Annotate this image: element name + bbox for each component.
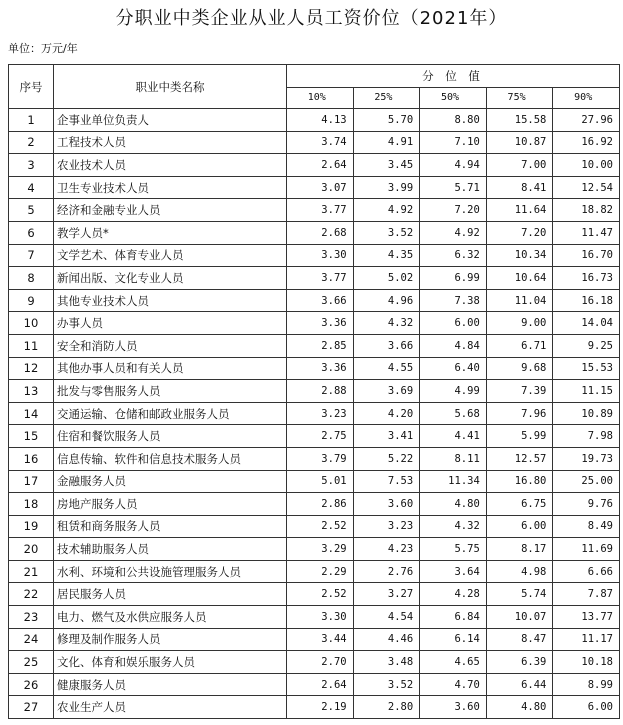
row-value-p90: 6.00 — [553, 696, 620, 719]
table-row — [9, 357, 620, 380]
table-row — [9, 380, 620, 403]
row-seq: 6 — [9, 221, 54, 244]
row-value-p50: 4.28 — [420, 583, 487, 606]
row-value-p75: 6.00 — [486, 515, 553, 538]
table-row — [9, 628, 620, 651]
table-row — [9, 131, 620, 154]
row-value-p25: 3.66 — [353, 334, 420, 357]
row-value-p25: 3.69 — [353, 380, 420, 403]
row-occupation-name: 安全和消防人员 — [54, 334, 287, 357]
table-row — [9, 267, 620, 290]
row-value-p75: 11.04 — [486, 289, 553, 312]
row-value-p25: 3.45 — [353, 154, 420, 177]
row-value-p90: 8.49 — [553, 515, 620, 538]
row-value-p75: 5.99 — [486, 425, 553, 448]
row-value-p90: 8.99 — [553, 673, 620, 696]
row-seq: 8 — [9, 267, 54, 290]
row-value-p90: 18.82 — [553, 199, 620, 222]
row-value-p25: 2.80 — [353, 696, 420, 719]
row-value-p75: 10.34 — [486, 244, 553, 267]
row-value-p90: 12.54 — [553, 176, 620, 199]
row-value-p90: 10.89 — [553, 402, 620, 425]
header-values: 分 位 值 — [287, 65, 620, 88]
row-value-p25: 5.02 — [353, 267, 420, 290]
row-seq: 16 — [9, 447, 54, 470]
row-value-p10: 2.29 — [287, 560, 354, 583]
row-value-p75: 6.75 — [486, 493, 553, 516]
row-value-p75: 7.20 — [486, 221, 553, 244]
row-value-p10: 2.70 — [287, 651, 354, 674]
header-seq: 序号 — [9, 65, 54, 109]
table-row — [9, 244, 620, 267]
table-row — [9, 493, 620, 516]
row-value-p25: 4.96 — [353, 289, 420, 312]
row-value-p25: 4.23 — [353, 538, 420, 561]
header-p25: 25% — [353, 88, 420, 109]
row-seq: 14 — [9, 402, 54, 425]
row-value-p10: 3.36 — [287, 357, 354, 380]
row-value-p10: 3.07 — [287, 176, 354, 199]
row-occupation-name: 信息传输、软件和信息技术服务人员 — [54, 447, 287, 470]
row-seq: 26 — [9, 673, 54, 696]
row-value-p75: 9.68 — [486, 357, 553, 380]
row-seq: 4 — [9, 176, 54, 199]
row-occupation-name: 租赁和商务服务人员 — [54, 515, 287, 538]
row-occupation-name: 办事人员 — [54, 312, 287, 335]
row-occupation-name: 农业生产人员 — [54, 696, 287, 719]
row-value-p90: 9.76 — [553, 493, 620, 516]
row-seq: 20 — [9, 538, 54, 561]
row-value-p50: 4.41 — [420, 425, 487, 448]
table-row — [9, 673, 620, 696]
row-seq: 12 — [9, 357, 54, 380]
table-row — [9, 221, 620, 244]
row-occupation-name: 其他专业技术人员 — [54, 289, 287, 312]
row-value-p50: 3.60 — [420, 696, 487, 719]
row-seq: 25 — [9, 651, 54, 674]
row-occupation-name: 技术辅助服务人员 — [54, 538, 287, 561]
row-seq: 21 — [9, 560, 54, 583]
row-value-p90: 27.96 — [553, 109, 620, 132]
row-value-p90: 7.87 — [553, 583, 620, 606]
row-occupation-name: 金融服务人员 — [54, 470, 287, 493]
table-row — [9, 583, 620, 606]
row-value-p75: 7.39 — [486, 380, 553, 403]
row-value-p25: 3.60 — [353, 493, 420, 516]
row-value-p90: 10.18 — [553, 651, 620, 674]
table-row — [9, 154, 620, 177]
row-value-p10: 3.74 — [287, 131, 354, 154]
row-value-p10: 3.29 — [287, 538, 354, 561]
row-value-p75: 10.07 — [486, 606, 553, 629]
row-value-p25: 3.27 — [353, 583, 420, 606]
header-p75: 75% — [486, 88, 553, 109]
row-value-p90: 6.66 — [553, 560, 620, 583]
row-value-p50: 4.92 — [420, 221, 487, 244]
row-value-p50: 4.70 — [420, 673, 487, 696]
row-value-p75: 16.80 — [486, 470, 553, 493]
row-value-p10: 3.66 — [287, 289, 354, 312]
row-value-p90: 11.69 — [553, 538, 620, 561]
row-value-p50: 4.65 — [420, 651, 487, 674]
row-value-p75: 11.64 — [486, 199, 553, 222]
row-seq: 17 — [9, 470, 54, 493]
row-seq: 24 — [9, 628, 54, 651]
table-row — [9, 447, 620, 470]
header-p10: 10% — [287, 88, 354, 109]
row-value-p75: 10.87 — [486, 131, 553, 154]
row-seq: 9 — [9, 289, 54, 312]
row-value-p75: 8.47 — [486, 628, 553, 651]
table-row — [9, 538, 620, 561]
row-value-p50: 5.71 — [420, 176, 487, 199]
row-value-p10: 2.86 — [287, 493, 354, 516]
table-row — [9, 606, 620, 629]
table-row — [9, 289, 620, 312]
row-seq: 23 — [9, 606, 54, 629]
row-value-p90: 10.00 — [553, 154, 620, 177]
row-value-p90: 11.17 — [553, 628, 620, 651]
row-occupation-name: 水利、环境和公共设施管理服务人员 — [54, 560, 287, 583]
header-p90: 90% — [553, 88, 620, 109]
row-value-p50: 6.40 — [420, 357, 487, 380]
row-value-p10: 2.85 — [287, 334, 354, 357]
row-value-p90: 25.00 — [553, 470, 620, 493]
row-value-p75: 5.74 — [486, 583, 553, 606]
row-value-p10: 3.77 — [287, 199, 354, 222]
row-value-p90: 11.47 — [553, 221, 620, 244]
row-value-p25: 4.20 — [353, 402, 420, 425]
row-seq: 27 — [9, 696, 54, 719]
row-value-p75: 6.44 — [486, 673, 553, 696]
row-value-p25: 3.48 — [353, 651, 420, 674]
row-value-p50: 6.32 — [420, 244, 487, 267]
row-value-p75: 7.96 — [486, 402, 553, 425]
unit-label: 单位：万元/年 — [8, 42, 78, 55]
row-value-p50: 4.32 — [420, 515, 487, 538]
row-seq: 19 — [9, 515, 54, 538]
row-value-p75: 4.80 — [486, 696, 553, 719]
row-value-p25: 4.92 — [353, 199, 420, 222]
row-value-p50: 7.38 — [420, 289, 487, 312]
row-value-p50: 4.80 — [420, 493, 487, 516]
row-value-p50: 6.99 — [420, 267, 487, 290]
wage-table — [8, 64, 620, 719]
row-occupation-name: 健康服务人员 — [54, 673, 287, 696]
row-occupation-name: 卫生专业技术人员 — [54, 176, 287, 199]
table-row — [9, 425, 620, 448]
row-occupation-name: 农业技术人员 — [54, 154, 287, 177]
row-value-p75: 6.71 — [486, 334, 553, 357]
row-value-p50: 3.64 — [420, 560, 487, 583]
row-occupation-name: 文学艺术、体育专业人员 — [54, 244, 287, 267]
row-occupation-name: 企事业单位负责人 — [54, 109, 287, 132]
row-value-p50: 6.00 — [420, 312, 487, 335]
table-row — [9, 109, 620, 132]
row-value-p50: 5.75 — [420, 538, 487, 561]
row-seq: 15 — [9, 425, 54, 448]
row-value-p50: 4.99 — [420, 380, 487, 403]
row-value-p25: 4.32 — [353, 312, 420, 335]
row-occupation-name: 文化、体育和娱乐服务人员 — [54, 651, 287, 674]
row-value-p25: 3.52 — [353, 673, 420, 696]
row-value-p10: 3.30 — [287, 606, 354, 629]
row-value-p10: 3.77 — [287, 267, 354, 290]
row-value-p90: 16.18 — [553, 289, 620, 312]
row-value-p25: 4.54 — [353, 606, 420, 629]
row-value-p50: 7.10 — [420, 131, 487, 154]
row-value-p75: 8.41 — [486, 176, 553, 199]
row-value-p50: 6.84 — [420, 606, 487, 629]
row-value-p50: 8.80 — [420, 109, 487, 132]
row-seq: 22 — [9, 583, 54, 606]
row-value-p90: 9.25 — [553, 334, 620, 357]
row-value-p50: 4.84 — [420, 334, 487, 357]
table-row — [9, 560, 620, 583]
row-occupation-name: 新闻出版、文化专业人员 — [54, 267, 287, 290]
row-value-p25: 5.22 — [353, 447, 420, 470]
table-row — [9, 651, 620, 674]
row-value-p10: 2.19 — [287, 696, 354, 719]
row-value-p10: 2.75 — [287, 425, 354, 448]
row-value-p75: 15.58 — [486, 109, 553, 132]
row-value-p75: 4.98 — [486, 560, 553, 583]
row-value-p10: 3.36 — [287, 312, 354, 335]
row-value-p50: 7.20 — [420, 199, 487, 222]
row-occupation-name: 住宿和餐饮服务人员 — [54, 425, 287, 448]
row-value-p25: 3.23 — [353, 515, 420, 538]
row-occupation-name: 其他办事人员和有关人员 — [54, 357, 287, 380]
row-value-p25: 7.53 — [353, 470, 420, 493]
row-value-p25: 4.35 — [353, 244, 420, 267]
row-occupation-name: 教学人员* — [54, 221, 287, 244]
row-occupation-name: 批发与零售服务人员 — [54, 380, 287, 403]
page-title: 分职业中类企业从业人员工资价位（2021年） — [115, 8, 508, 29]
table-row — [9, 334, 620, 357]
row-occupation-name: 交通运输、仓储和邮政业服务人员 — [54, 402, 287, 425]
table-row — [9, 199, 620, 222]
row-value-p90: 16.92 — [553, 131, 620, 154]
row-value-p50: 11.34 — [420, 470, 487, 493]
row-value-p10: 2.64 — [287, 673, 354, 696]
row-value-p10: 2.64 — [287, 154, 354, 177]
row-value-p75: 12.57 — [486, 447, 553, 470]
row-value-p25: 4.46 — [353, 628, 420, 651]
row-occupation-name: 工程技术人员 — [54, 131, 287, 154]
row-value-p25: 3.41 — [353, 425, 420, 448]
row-occupation-name: 房地产服务人员 — [54, 493, 287, 516]
row-value-p25: 3.99 — [353, 176, 420, 199]
table-row — [9, 515, 620, 538]
row-seq: 2 — [9, 131, 54, 154]
row-value-p90: 7.98 — [553, 425, 620, 448]
row-value-p75: 6.39 — [486, 651, 553, 674]
row-value-p10: 2.88 — [287, 380, 354, 403]
row-value-p75: 10.64 — [486, 267, 553, 290]
row-seq: 10 — [9, 312, 54, 335]
row-value-p10: 3.44 — [287, 628, 354, 651]
row-value-p25: 3.52 — [353, 221, 420, 244]
row-value-p10: 3.30 — [287, 244, 354, 267]
row-value-p50: 5.68 — [420, 402, 487, 425]
row-value-p25: 4.55 — [353, 357, 420, 380]
row-value-p75: 7.00 — [486, 154, 553, 177]
row-seq: 11 — [9, 334, 54, 357]
row-value-p25: 4.91 — [353, 131, 420, 154]
row-occupation-name: 修理及制作服务人员 — [54, 628, 287, 651]
table-body — [9, 109, 620, 719]
row-value-p90: 16.73 — [553, 267, 620, 290]
row-value-p90: 19.73 — [553, 447, 620, 470]
row-value-p10: 5.01 — [287, 470, 354, 493]
table-row — [9, 312, 620, 335]
row-seq: 1 — [9, 109, 54, 132]
row-seq: 7 — [9, 244, 54, 267]
header-p50: 50% — [420, 88, 487, 109]
row-value-p10: 4.13 — [287, 109, 354, 132]
row-value-p10: 2.52 — [287, 583, 354, 606]
row-value-p10: 3.23 — [287, 402, 354, 425]
row-value-p75: 8.17 — [486, 538, 553, 561]
row-value-p50: 4.94 — [420, 154, 487, 177]
row-occupation-name: 经济和金融专业人员 — [54, 199, 287, 222]
row-value-p50: 8.11 — [420, 447, 487, 470]
row-value-p10: 2.52 — [287, 515, 354, 538]
row-value-p90: 16.70 — [553, 244, 620, 267]
row-value-p75: 9.00 — [486, 312, 553, 335]
row-value-p25: 5.70 — [353, 109, 420, 132]
row-value-p90: 11.15 — [553, 380, 620, 403]
row-seq: 13 — [9, 380, 54, 403]
row-value-p90: 13.77 — [553, 606, 620, 629]
row-seq: 3 — [9, 154, 54, 177]
table-row — [9, 470, 620, 493]
row-value-p50: 6.14 — [420, 628, 487, 651]
row-seq: 18 — [9, 493, 54, 516]
row-occupation-name: 电力、燃气及水供应服务人员 — [54, 606, 287, 629]
table-row — [9, 402, 620, 425]
row-seq: 5 — [9, 199, 54, 222]
row-occupation-name: 居民服务人员 — [54, 583, 287, 606]
row-value-p90: 15.53 — [553, 357, 620, 380]
row-value-p10: 2.68 — [287, 221, 354, 244]
table-row — [9, 176, 620, 199]
row-value-p90: 14.04 — [553, 312, 620, 335]
table-header-row — [9, 65, 620, 88]
row-value-p10: 3.79 — [287, 447, 354, 470]
row-value-p25: 2.76 — [353, 560, 420, 583]
header-name: 职业中类名称 — [54, 65, 287, 109]
table-row — [9, 696, 620, 719]
